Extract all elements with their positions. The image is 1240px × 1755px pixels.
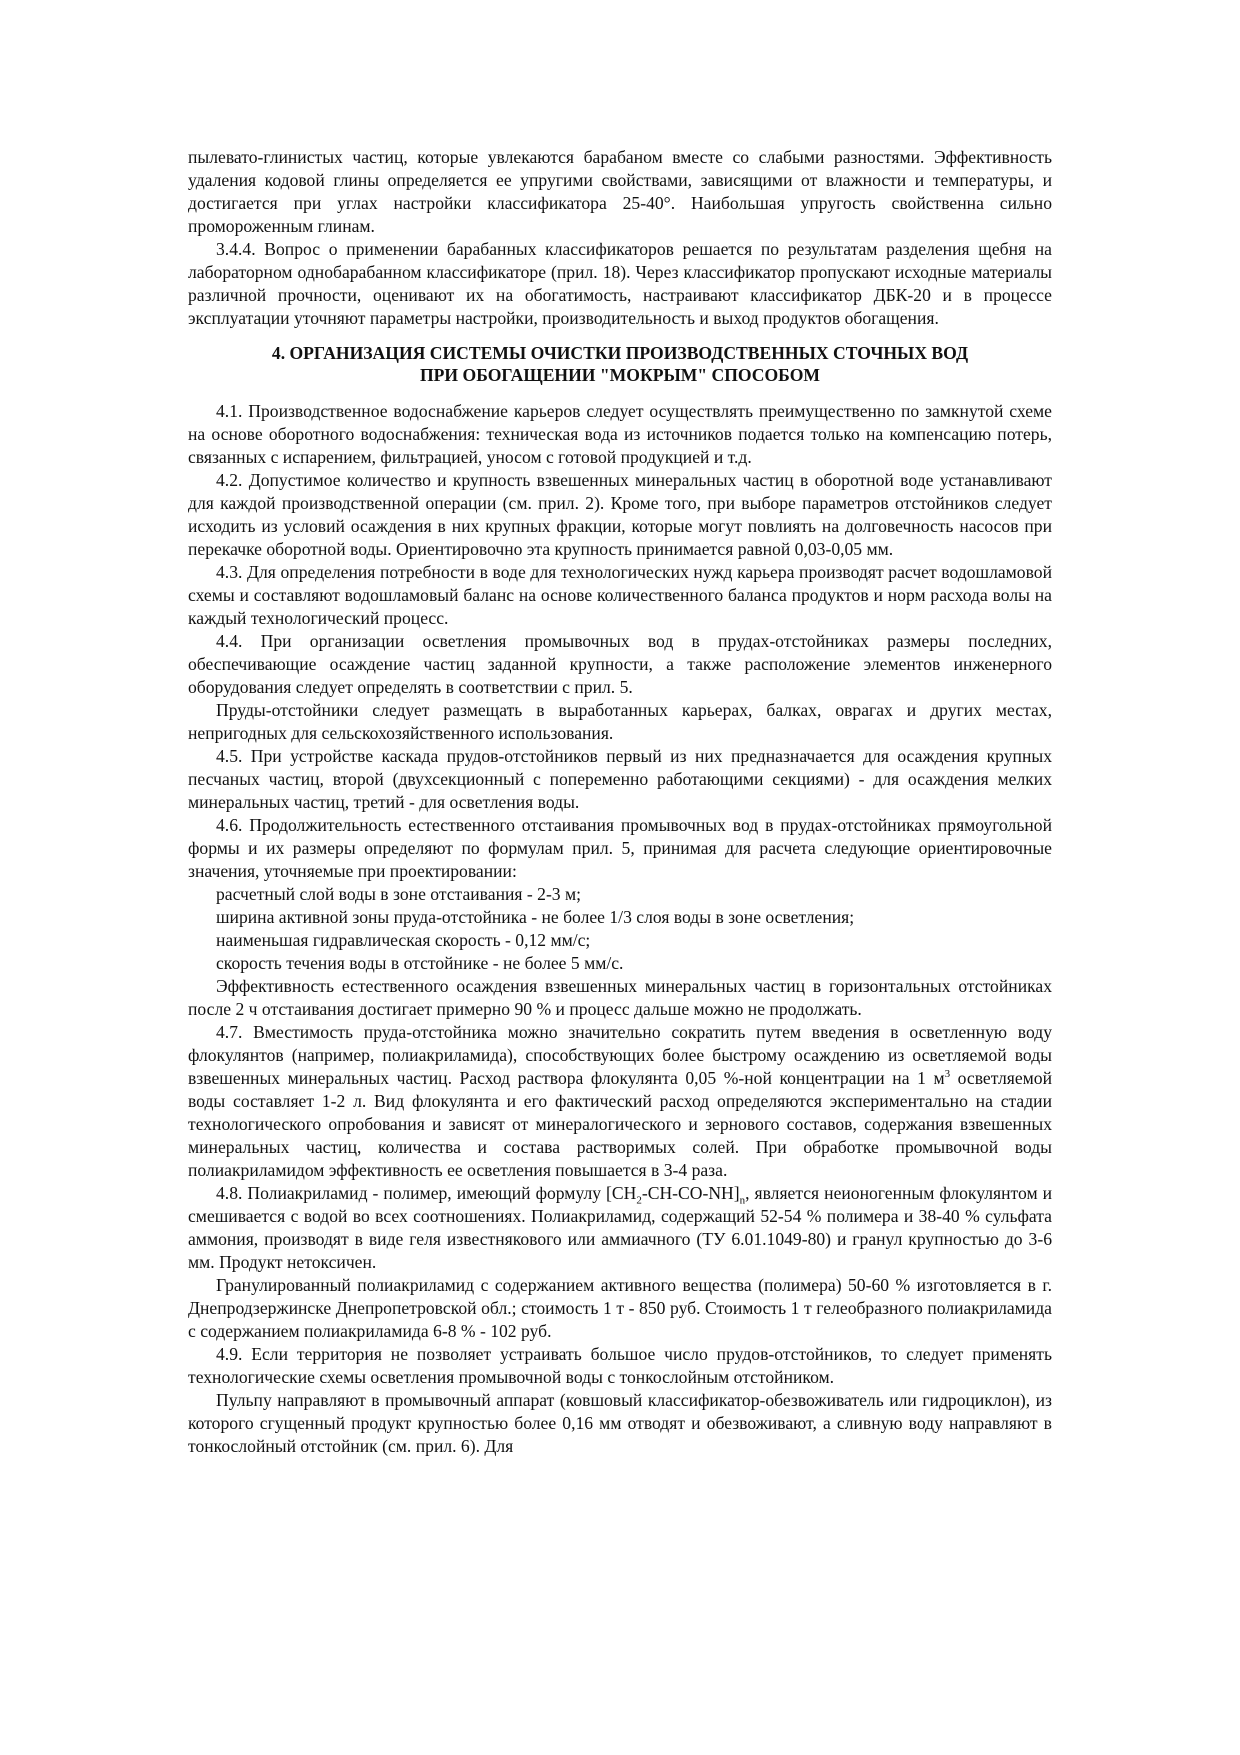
section-heading	[188, 342, 1052, 386]
list-item: скорость течения воды в отстойнике - не более 5 мм/с.	[216, 953, 624, 973]
paragraph-4-6-efficiency: Эффективность естественного осаждения взвешенных минеральных частиц в горизонтальных отстойниках после 2 ч отстаивания достигает примерно 90 % и процесс дальше можно не продолжать.	[188, 976, 1052, 1019]
list-item: расчетный слой воды в зоне отстаивания - 2-3 м;	[216, 884, 582, 904]
paragraph-4-8	[188, 1182, 1052, 1274]
paragraph-4-2: 4.2. Допустимое количество и крупность взвешенных минеральных частиц в оборотной воде устанавливают для каждой производственной операции (см. прил. 2). Кроме того, при выборе параметров отстойников следует исходить из условий осаждения в них крупных фракции, которые могут повлиять на долговечность насосов при перекачке оборотной воды. Ориентировочно эта крупность принимается равной 0,03-0,05 мм.	[188, 470, 1052, 559]
paragraph-4-7-part-a: 4.7. Вместимость пруда-отстойника можно значительно сократить путем введения в осветленную воду флокулянтов (например, полиакриламида), способствующих более быстрому осаждению из осветляемой воды взвешенных минеральных частиц. Расход раствора флокулянта 0,05 %-ной концентрации на 1 м	[188, 1022, 1052, 1088]
section-heading-line-2: ПРИ ОБОГАЩЕНИИ "МОКРЫМ" СПОСОБОМ	[420, 365, 820, 385]
subscript-n: n	[739, 1194, 746, 1207]
subscript-2: 2	[636, 1194, 642, 1207]
paragraph-3-4-4: 3.4.4. Вопрос о применении барабанных классификаторов решается по результатам разделения щебня на лабораторном однобарабанном классификаторе (прил. 18). Через классификатор пропускают исходные материалы различной прочности, оценивают их на обогатимость, настраивают классификатор ДБК-20 и в процессе эксплуатации уточняют параметры настройки, производительность и выход продуктов обогащения.	[188, 239, 1052, 328]
document-page	[188, 146, 1052, 1458]
section-heading-line-1: 4. ОРГАНИЗАЦИЯ СИСТЕМЫ ОЧИСТКИ ПРОИЗВОДСТВЕННЫХ СТОЧНЫХ ВОД	[271, 343, 969, 363]
paragraph-4-1: 4.1. Производственное водоснабжение карьеров следует осуществлять преимущественно по замкнутой схеме на основе оборотного водоснабжения: техническая вода из источников подается только на компенсацию потерь, связанных с испарением, фильтрацией, уносом с готовой продукцией и т.д.	[188, 401, 1052, 467]
superscript-3: 3	[944, 1068, 951, 1081]
paragraph-4-5: 4.5. При устройстве каскада прудов-отстойников первый из них предназначается для осаждения крупных песчаных частиц, второй (двухсекционный с попеременно работающими секциями) - для осаждения мелких минеральных частиц, третий - для осветления воды.	[188, 746, 1052, 812]
paragraph-4-8-part-b: -CH-CO-NH]	[641, 1183, 740, 1203]
paragraph-4-7-part-b: осветляемой воды составляет 1-2 л. Вид флокулянта и его фактический расход определяются экспериментально на стадии технологического опробования и зависят от минералогического и зернового составов, содержания взвешенных минеральных частиц, количества и состава растворимых солей. При обработке промывочной воды полиакриламидом эффективность ее осветления повышается в 3-4 раза.	[188, 1068, 1053, 1180]
paragraph-4-9: 4.9. Если территория не позволяет устраивать большое число прудов-отстойников, то следует применять технологические схемы осветления промывочной воды с тонкослойным отстойником.	[188, 1344, 1052, 1387]
paragraph-4-8-granulated: Гранулированный полиакриламид с содержанием активного вещества (полимера) 50-60 % изготовляется в г. Днепродзержинске Днепропетровской обл.; стоимость 1 т - 850 руб. Стоимость 1 т гелеобразного полиакриламида с содержанием полиакриламида 6-8 % - 102 руб.	[188, 1275, 1052, 1341]
paragraph-4-4-ponds: Пруды-отстойники следует размещать в выработанных карьерах, балках, оврагах и других местах, непригодных для сельскохозяйственного использования.	[188, 700, 1052, 743]
paragraph-4-4: 4.4. При организации осветления промывочных вод в прудах-отстойниках размеры последних, обеспечивающие осаждение частиц заданной крупности, а также расположение элементов инженерного оборудования следует определять в соответствии с прил. 5.	[188, 631, 1052, 697]
paragraph-4-6: 4.6. Продолжительность естественного отстаивания промывочных вод в прудах-отстойниках прямоугольной формы и их размеры определяют по формулам прил. 5, принимая для расчета следующие ориентировочные значения, уточняемые при проектировании:	[188, 815, 1052, 881]
list-item: наименьшая гидравлическая скорость - 0,12 мм/с;	[216, 930, 591, 950]
paragraph-4-7	[188, 1021, 1052, 1182]
paragraph-4-3: 4.3. Для определения потребности в воде для технологических нужд карьера производят расчет водошламовой схемы и составляют водошламовый баланс на основе количественного баланса продуктов и норм расхода волы на каждый технологический процесс.	[188, 562, 1052, 628]
paragraph-4-8-part-a: 4.8. Полиакриламид - полимер, имеющий формулу [CH	[216, 1183, 637, 1203]
paragraph-4-8-part-c: , является неионогенным флокулянтом и смешивается с водой во всех соотношениях. Полиакриламид, содержащий 52-54 % полимера и 38-40 % сульфата аммония, производят в виде геля известнякового или аммиачного (ТУ 6.01.1049-80) и гранул крупностью до 3-6 мм. Продукт нетоксичен.	[188, 1183, 1053, 1272]
paragraph-continuation: пылевато-глинистых частиц, которые увлекаются барабаном вместе со слабыми разностями. Эффективность удаления кодовой глины определяется ее упругими свойствами, зависящими от влажности и температуры, и достигается при углах настройки классификатора 25-40°. Наибольшая упругость свойственна сильно промороженным глинам.	[188, 147, 1052, 236]
paragraph-4-9-pulp: Пульпу направляют в промывочный аппарат (ковшовый классификатор-обезвоживатель или гидроциклон), из которого сгущенный продукт крупностью более 0,16 мм отводят и обезвоживают, а сливную воду направляют в тонкослойный отстойник (см. прил. 6). Для	[188, 1390, 1052, 1456]
list-item: ширина активной зоны пруда-отстойника - не более 1/3 слоя воды в зоне осветления;	[216, 907, 855, 927]
